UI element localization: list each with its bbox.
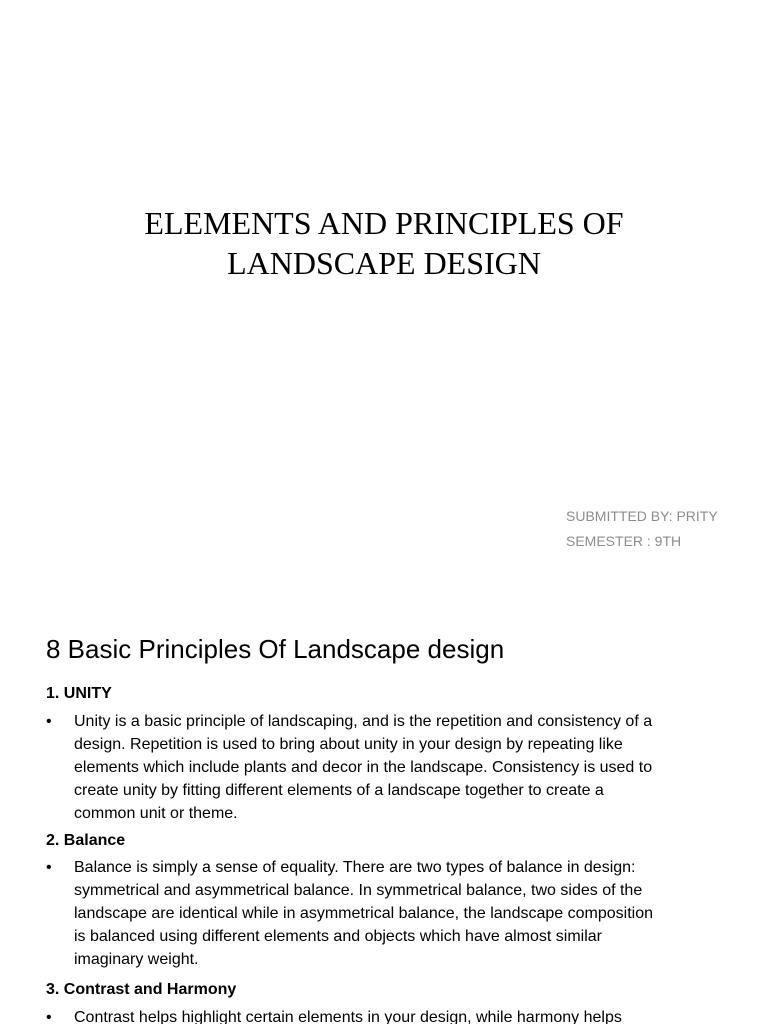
- bullet-icon: •: [46, 859, 52, 876]
- bullet-icon: •: [46, 713, 52, 730]
- principles-slide: [0, 600, 768, 1024]
- body-line: create unity by fitting different elements of a landscape together to create a: [74, 782, 604, 799]
- body-line: landscape are identical while in asymmetrical balance, the landscape composition: [74, 905, 653, 922]
- body-line: imaginary weight.: [74, 951, 199, 968]
- submitted-by: SUBMITTED BY: PRITY: [566, 508, 718, 524]
- title-line-1: ELEMENTS AND PRINCIPLES OF: [144, 205, 624, 241]
- section-body-contrast: [74, 1006, 724, 1024]
- body-line: is balanced using different elements and objects which have almost similar: [74, 928, 602, 945]
- body-line: design. Repetition is used to bring about unity in your design by repeating like: [74, 736, 623, 753]
- semester: SEMESTER : 9TH: [566, 533, 682, 549]
- section-title-unity: 1. UNITY: [46, 685, 112, 702]
- body-line: Contrast helps highlight certain elements in your design, while harmony helps: [74, 1009, 622, 1024]
- section-body-unity: [74, 710, 724, 825]
- section-heading: 8 Basic Principles Of Landscape design: [46, 634, 505, 664]
- body-line: Balance is simply a sense of equality. There are two types of balance in design:: [74, 859, 636, 876]
- body-line: elements which include plants and decor in the landscape. Consistency is used to: [74, 759, 653, 776]
- document-title: [60, 203, 708, 283]
- section-body-balance: [74, 856, 724, 971]
- body-line: symmetrical and asymmetrical balance. In symmetrical balance, two sides of the: [74, 882, 643, 899]
- body-line: Unity is a basic principle of landscaping, and is the repetition and consistency of a: [74, 713, 653, 730]
- body-line: common unit or theme.: [74, 805, 238, 822]
- title-line-2: LANDSCAPE DESIGN: [227, 245, 541, 281]
- section-title-contrast: 3. Contrast and Harmony: [46, 981, 237, 998]
- bullet-icon: •: [46, 1009, 52, 1024]
- section-title-balance: 2. Balance: [46, 832, 126, 849]
